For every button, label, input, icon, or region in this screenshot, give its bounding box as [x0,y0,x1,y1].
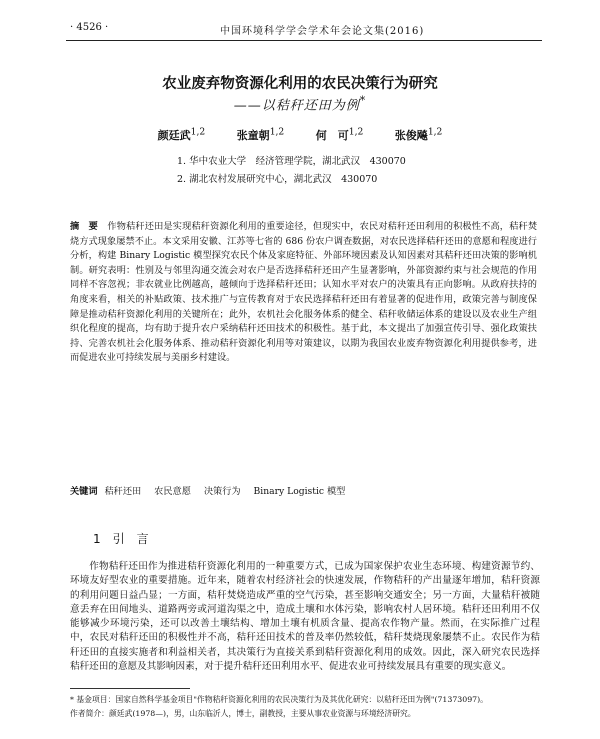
author-list [0,126,600,143]
abstract-text: 作物秸秆还田是实现秸秆资源化利用的重要途径，但现实中，农民对秸秆还田利用的积极性不高，秸秆焚烧方式现象屡禁不止。本文采用安徽、江苏等七省的 686 份农户调查数据，对农民选择秸秆还田的意愿和程度进行分析，构建 Binary Logistic 模型探究农民个体及家庭特征、外部环境因素及认知因素对其秸秆还田决策的影响机制。研究表明：性别及与邻里沟通交流会对农户是否选择秸秆还田产生显著影响，外部资源约束与社会规范的作用同样不容忽视；非农就业比例越高，越倾向于选择秸秆还田；认知水平对农户的决策具有正向影响。从政府扶持的角度来看，相关的补贴政策、技术推广与宣传教育对于农民选择秸秆还田有着显著的促进作用，政策完善与制度保障是推动秸秆资源化利用的关键所在；此外，农机社会化服务体系的健全、秸秆收储运体系的建设以及农业生产组织化程度的提高，均有助于提升农户采纳秸秆还田技术的积极性。基于此，本文提出了加强宣传引导、强化政策扶持、完善农机社会化服务体系、推动秸秆资源化利用等对策建议，以期为我国农业废弃物资源化利用提供参考，进而促进农业可持续发展与美丽乡村建设。 [70,221,538,364]
keyword: 决策行为 [203,486,241,497]
keyword: 秸秆还田 [104,486,142,497]
paper-subtitle [0,94,600,113]
affiliation: 2. 湖北农村发展研究中心，湖北武汉 430070 [177,174,378,185]
subtitle-footnote-mark: * [359,94,367,107]
header-rule [66,40,542,41]
footnote: * 基金项目：国家自然科学基金项目"作物秸秆资源化利用的农民决策行为及其优化研究：以秸秆还田为例"(71373097)。 [70,695,488,704]
author: 颜廷武$^{1,2}$ [157,126,206,142]
keywords [70,483,540,497]
abstract-label: 摘 要 [70,221,99,232]
journal-title: 中国环境科学学会学术年会论文集(2016) [220,26,425,37]
section-number: 1 [93,532,101,546]
section-title: 引 言 [112,532,149,546]
footnote: 作者简介：颜廷武(1978—)，男，山东临沂人，博士，副教授，主要从事农业资源与环境经济研究。 [70,709,416,718]
keywords-label: 关键词 [70,486,98,497]
section-heading [93,530,149,547]
page-header [70,22,540,36]
author: 何 可$^{1,2}$ [315,126,364,142]
page-number: · 4526 · [70,22,109,33]
affiliation: 1. 华中农业大学 经济管理学院，湖北武汉 430070 [177,156,406,167]
author: 张童朝$^{1,2}$ [236,126,285,142]
keyword: 农民意愿 [154,486,191,497]
abstract [70,220,537,366]
intro-paragraph: 作物秸秆还田作为推进秸秆资源化利用的一种重要方式，已成为国家保护农业生态环境、构建资源节约、环境友好型农业的重要措施。近年来，随着农村经济社会的快速发展，作物秸秆的产出量逐年增加，秸秆资源的利用问题日益凸显；一方面，秸秆焚烧造成严重的空气污染，甚至影响交通安全；另一方面，大量秸秆被随意丢弃在田间地头、道路两旁或河道沟渠之中，造成土壤和水体污染，影响农村人居环境。秸秆还田利用不仅能够减少环境污染，还可以改善土壤结构、增加土壤有机质含量、提高农作物产量。然而，在实际推广过程中，农民对秸秆还田的积极性并不高，秸秆还田技术的普及率仍然较低，秸秆焚烧现象屡禁不止。农民作为秸秆还田的直接实施者和利益相关者，其决策行为直接关系到秸秆资源化利用的成效。因此，深入研究农民选择秸秆还田的意愿及其影响因素，对于提升秸秆还田利用水平、促进农业可持续发展具有重要的现实意义。 [70,561,540,673]
keyword: Binary Logistic 模型 [253,486,346,497]
paper-title: 农业废弃物资源化利用的农民决策行为研究 [162,76,438,92]
subtitle-text: ——以秸秆还田为例 [233,98,360,114]
footnote-rule [70,688,190,689]
author: 张俊飚$^{1,2}$ [394,126,443,142]
